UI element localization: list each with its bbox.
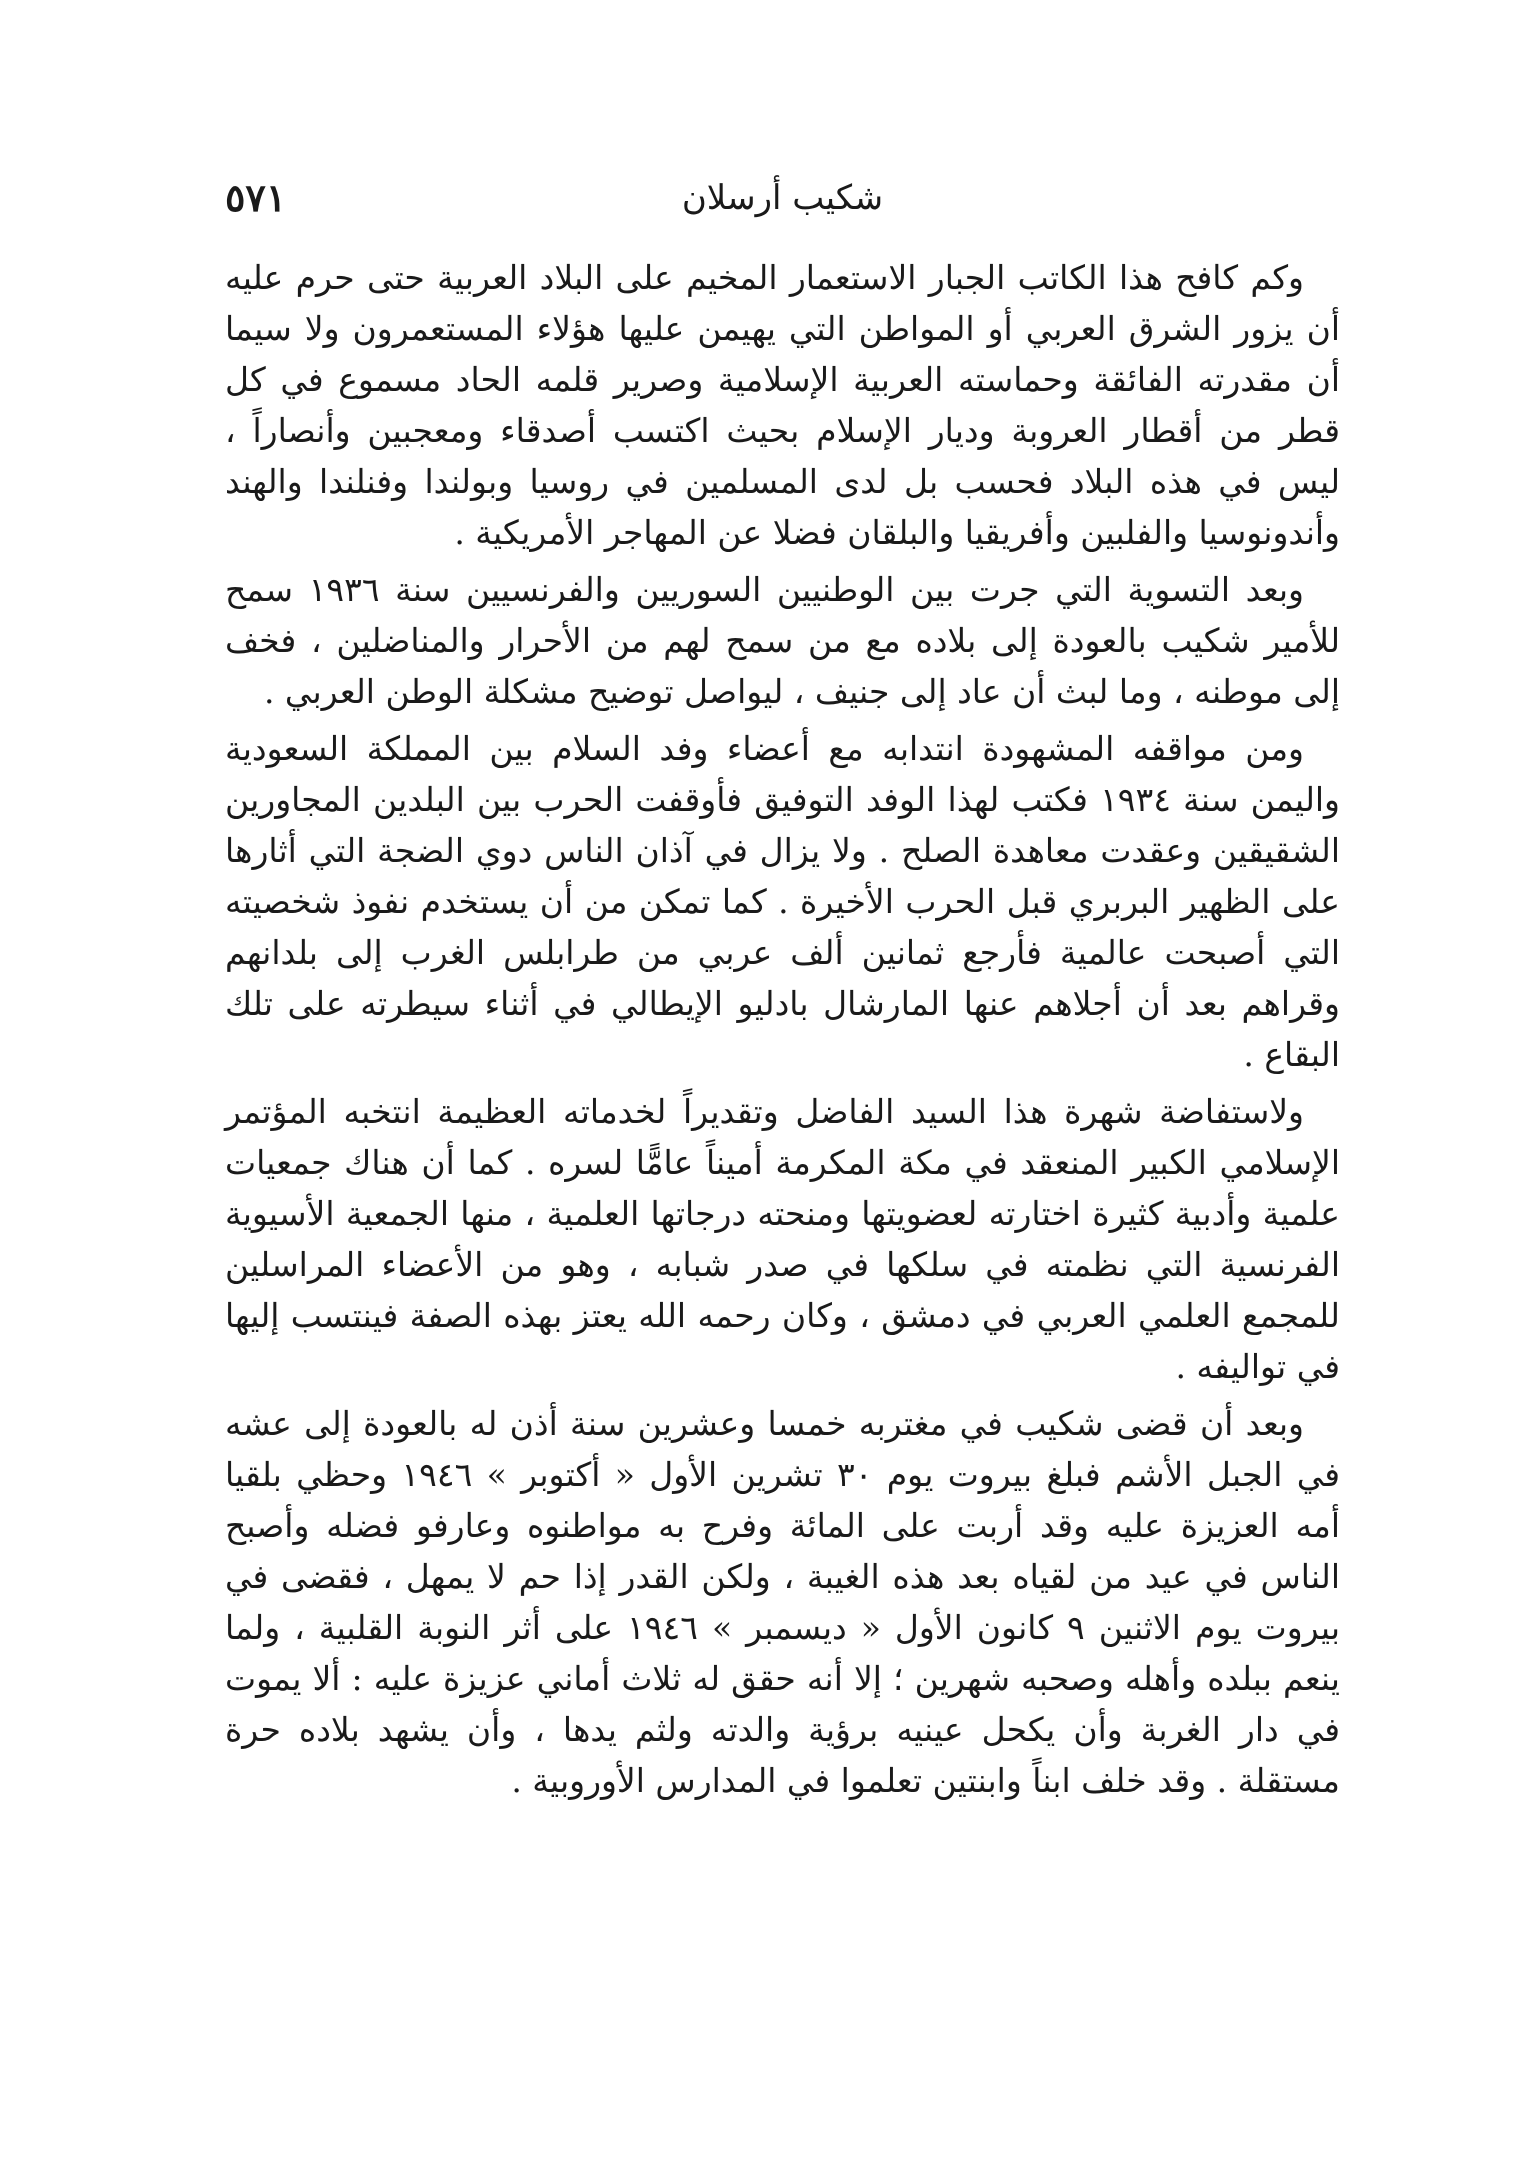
- body-text: [225, 252, 1340, 1812]
- page-number: ٥٧١: [225, 175, 287, 220]
- paragraph: وبعد أن قضى شكيب في مغتربه خمسا وعشرين سنة أذن له بالعودة إلى عشه في الجبل الأشم فبلغ بيروت يوم ٣٠ تشرين الأول « أكتوبر » ١٩٤٦ وحظي بلقيا أمه العزيزة عليه وقد أربت على المائة وفرح به مواطنوه وعارفو فضله وأصبح الناس في عيد من لقياه بعد هذه الغيبة ، ولكن القدر إذا حم لا يمهل ، فقضى في بيروت يوم الاثنين ٩ كانون الأول « ديسمبر » ١٩٤٦ على أثر النوبة القلبية ، ولما ينعم ببلده وأهله وصحبه شهرين ؛ إلا أنه حقق له ثلاث أماني عزيزة عليه : ألا يموت في دار الغربة وأن يكحل عينيه برؤية والدته ولثم يدها ، وأن يشهد بلاده حرة مستقلة . وقد خلف ابناً وابنتين تعلموا في المدارس الأوروبية .: [225, 1404, 1340, 1800]
- paragraph: ولاستفاضة شهرة هذا السيد الفاضل وتقديراً لخدماته العظيمة انتخبه المؤتمر الإسلامي الكبير المنعقد في مكة المكرمة أميناً عامًّا لسره . كما أن هناك جمعيات علمية وأدبية كثيرة اختارته لعضويتها ومنحته درجاتها العلمية ، منها الجمعية الأسيوية الفرنسية التي نظمته في سلكها في صدر شبابه ، وهو من الأعضاء المراسلين للمجمع العلمي العربي في دمشق ، وكان رحمه الله يعتز بهذه الصفة فينتسب إليها في تواليفه .: [225, 1092, 1340, 1386]
- running-title: شكيب أرسلان: [681, 178, 884, 218]
- running-header: [225, 168, 1340, 228]
- paragraph: وكم كافح هذا الكاتب الجبار الاستعمار المخيم على البلاد العربية حتى حرم عليه أن يزور الشرق العربي أو المواطن التي يهيمن عليها هؤلاء المستعمرون ولا سيما أن مقدرته الفائقة وحماسته العربية الإسلامية وصرير قلمه الحاد مسموع في كل قطر من أقطار العروبة وديار الإسلام بحيث اكتسب أصدقاء ومعجبين وأنصاراً ، ليس في هذه البلاد فحسب بل لدى المسلمين في روسيا وبولندا وفنلندا والهند وأندونوسيا والفلبين وأفريقيا والبلقان فضلا عن المهاجر الأمريكية .: [225, 258, 1340, 552]
- paragraph: وبعد التسوية التي جرت بين الوطنيين السوريين والفرنسيين سنة ١٩٣٦ سمح للأمير شكيب بالعودة إلى بلاده مع من سمح لهم من الأحرار والمناضلين ، فخف إلى موطنه ، وما لبث أن عاد إلى جنيف ، ليواصل توضيح مشكلة الوطن العربي .: [225, 570, 1340, 711]
- paragraph: ومن مواقفه المشهودة انتدابه مع أعضاء وفد السلام بين المملكة السعودية واليمن سنة ١٩٣٤ فكتب لهذا الوفد التوفيق فأوقفت الحرب بين البلدين المجاورين الشقيقين وعقدت معاهدة الصلح . ولا يزال في آذان الناس دوي الضجة التي أثارها على الظهير البربري قبل الحرب الأخيرة . كما تمكن من أن يستخدم نفوذ شخصيته التي أصبحت عالمية فأرجع ثمانين ألف عربي من طرابلس الغرب إلى بلدانهم وقراهم بعد أن أجلاهم عنها المارشال بادليو الإيطالي في أثناء سيطرته على تلك البقاع .: [225, 729, 1340, 1074]
